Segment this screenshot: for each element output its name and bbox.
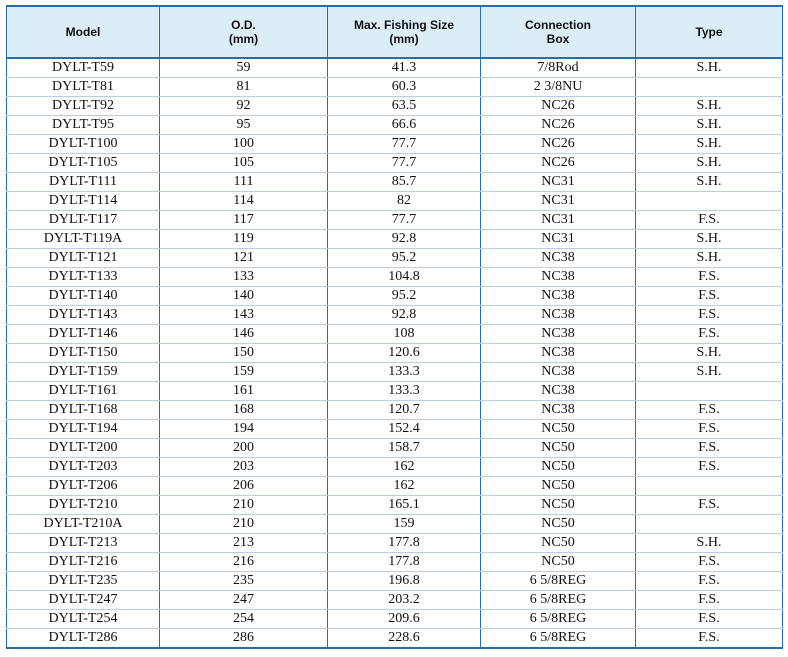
cell-connection-box: NC38 [481,344,636,363]
cell-max-fishing-size: 133.3 [328,382,481,401]
table-row [7,534,783,553]
cell-max-fishing-size: 120.7 [328,401,481,420]
cell-od: 119 [160,230,328,249]
cell-connection-box: NC31 [481,192,636,211]
cell-model: DYLT-T150 [7,344,160,363]
cell-type: S.H. [636,154,783,173]
table-row [7,135,783,154]
header-max-fishing-size [328,6,481,58]
cell-model: DYLT-T161 [7,382,160,401]
cell-type: S.H. [636,534,783,553]
cell-model: DYLT-T143 [7,306,160,325]
cell-od: 105 [160,154,328,173]
header-model-line1: Model [65,25,101,39]
cell-od: 95 [160,116,328,135]
table-row [7,477,783,496]
cell-od: 121 [160,249,328,268]
cell-type: F.S. [636,458,783,477]
cell-connection-box: NC26 [481,135,636,154]
cell-od: 168 [160,401,328,420]
cell-max-fishing-size: 77.7 [328,154,481,173]
cell-connection-box: 6 5/8REG [481,629,636,649]
cell-connection-box: NC50 [481,534,636,553]
cell-type: S.H. [636,135,783,154]
cell-max-fishing-size: 162 [328,458,481,477]
cell-connection-box: NC26 [481,154,636,173]
table-row [7,78,783,97]
header-od-line1: O.D. [231,18,256,32]
cell-max-fishing-size: 92.8 [328,230,481,249]
cell-max-fishing-size: 177.8 [328,553,481,572]
spec-table-container [6,5,782,649]
cell-type: F.S. [636,439,783,458]
cell-type [636,477,783,496]
cell-model: DYLT-T133 [7,268,160,287]
table-row [7,439,783,458]
header-od [160,6,328,58]
cell-max-fishing-size: 177.8 [328,534,481,553]
cell-max-fishing-size: 228.6 [328,629,481,649]
header-type-line1: Type [695,25,723,39]
table-row [7,116,783,135]
cell-model: DYLT-T111 [7,173,160,192]
cell-od: 143 [160,306,328,325]
table-row [7,553,783,572]
cell-connection-box: 6 5/8REG [481,591,636,610]
cell-type: S.H. [636,173,783,192]
cell-type: S.H. [636,116,783,135]
table-row [7,268,783,287]
cell-od: 161 [160,382,328,401]
cell-type: S.H. [636,97,783,116]
cell-od: 81 [160,78,328,97]
cell-max-fishing-size: 95.2 [328,287,481,306]
cell-connection-box: NC26 [481,97,636,116]
cell-od: 114 [160,192,328,211]
cell-max-fishing-size: 162 [328,477,481,496]
table-row [7,325,783,344]
cell-od: 140 [160,287,328,306]
cell-od: 235 [160,572,328,591]
cell-type: F.S. [636,591,783,610]
cell-max-fishing-size: 95.2 [328,249,481,268]
cell-connection-box: NC50 [481,477,636,496]
cell-type [636,382,783,401]
cell-connection-box: NC31 [481,211,636,230]
cell-connection-box: NC38 [481,287,636,306]
cell-connection-box: NC31 [481,173,636,192]
cell-max-fishing-size: 85.7 [328,173,481,192]
cell-model: DYLT-T206 [7,477,160,496]
cell-connection-box: NC38 [481,325,636,344]
cell-od: 100 [160,135,328,154]
table-header [7,6,783,58]
cell-model: DYLT-T216 [7,553,160,572]
header-max-fishing-size-line1: Max. Fishing Size [353,18,455,32]
cell-od: 146 [160,325,328,344]
table-row [7,420,783,439]
cell-type: F.S. [636,268,783,287]
cell-model: DYLT-T210A [7,515,160,534]
table-row [7,515,783,534]
cell-max-fishing-size: 104.8 [328,268,481,287]
header-row [7,6,783,58]
cell-model: DYLT-T247 [7,591,160,610]
header-connection-line2: Box [546,32,570,46]
cell-type: F.S. [636,401,783,420]
cell-max-fishing-size: 108 [328,325,481,344]
cell-connection-box: NC38 [481,268,636,287]
cell-max-fishing-size: 41.3 [328,58,481,78]
cell-type: F.S. [636,420,783,439]
cell-connection-box: NC50 [481,496,636,515]
cell-type: S.H. [636,344,783,363]
cell-model: DYLT-T119A [7,230,160,249]
cell-max-fishing-size: 60.3 [328,78,481,97]
cell-connection-box: 6 5/8REG [481,572,636,591]
cell-model: DYLT-T168 [7,401,160,420]
cell-connection-box: NC50 [481,420,636,439]
cell-connection-box: NC38 [481,249,636,268]
cell-model: DYLT-T100 [7,135,160,154]
cell-od: 247 [160,591,328,610]
cell-od: 203 [160,458,328,477]
cell-model: DYLT-T59 [7,58,160,78]
header-type [636,6,783,58]
table-row [7,58,783,78]
cell-connection-box: NC50 [481,439,636,458]
cell-max-fishing-size: 82 [328,192,481,211]
cell-max-fishing-size: 77.7 [328,135,481,154]
cell-max-fishing-size: 209.6 [328,610,481,629]
cell-model: DYLT-T210 [7,496,160,515]
cell-model: DYLT-T146 [7,325,160,344]
cell-type: S.H. [636,249,783,268]
cell-model: DYLT-T194 [7,420,160,439]
cell-type: S.H. [636,58,783,78]
table-row [7,401,783,420]
cell-od: 159 [160,363,328,382]
table-row [7,230,783,249]
cell-type: S.H. [636,363,783,382]
cell-model: DYLT-T95 [7,116,160,135]
table-row [7,591,783,610]
cell-max-fishing-size: 159 [328,515,481,534]
cell-model: DYLT-T286 [7,629,160,649]
table-row [7,97,783,116]
header-max-fishing-size-line2: (mm) [389,32,419,46]
cell-od: 213 [160,534,328,553]
cell-type: F.S. [636,553,783,572]
cell-od: 210 [160,515,328,534]
cell-connection-box: NC50 [481,515,636,534]
cell-od: 210 [160,496,328,515]
table-row [7,211,783,230]
cell-od: 194 [160,420,328,439]
cell-connection-box: NC26 [481,116,636,135]
cell-model: DYLT-T81 [7,78,160,97]
table-row [7,382,783,401]
table-row [7,344,783,363]
cell-model: DYLT-T114 [7,192,160,211]
cell-type: F.S. [636,610,783,629]
cell-model: DYLT-T105 [7,154,160,173]
cell-connection-box: NC38 [481,401,636,420]
header-connection-box [481,6,636,58]
table-row [7,363,783,382]
cell-model: DYLT-T140 [7,287,160,306]
cell-model: DYLT-T203 [7,458,160,477]
cell-od: 111 [160,173,328,192]
cell-model: DYLT-T200 [7,439,160,458]
cell-connection-box: NC31 [481,230,636,249]
cell-max-fishing-size: 120.6 [328,344,481,363]
table-row [7,154,783,173]
table-row [7,610,783,629]
table-row [7,249,783,268]
cell-type [636,78,783,97]
cell-od: 150 [160,344,328,363]
table-body [7,58,783,648]
table-row [7,496,783,515]
table-row [7,192,783,211]
cell-od: 59 [160,58,328,78]
cell-model: DYLT-T121 [7,249,160,268]
cell-type [636,515,783,534]
cell-max-fishing-size: 77.7 [328,211,481,230]
cell-model: DYLT-T235 [7,572,160,591]
cell-od: 133 [160,268,328,287]
header-connection-line1: Connection [525,18,591,32]
cell-max-fishing-size: 152.4 [328,420,481,439]
cell-type: S.H. [636,230,783,249]
cell-model: DYLT-T92 [7,97,160,116]
header-model [7,6,160,58]
cell-model: DYLT-T117 [7,211,160,230]
cell-od: 286 [160,629,328,649]
cell-connection-box: NC38 [481,306,636,325]
cell-max-fishing-size: 133.3 [328,363,481,382]
cell-model: DYLT-T159 [7,363,160,382]
cell-od: 200 [160,439,328,458]
table-row [7,287,783,306]
table-row [7,572,783,591]
cell-type [636,192,783,211]
cell-type: F.S. [636,496,783,515]
cell-type: F.S. [636,287,783,306]
cell-type: F.S. [636,211,783,230]
spec-table [6,5,783,649]
cell-max-fishing-size: 165.1 [328,496,481,515]
cell-type: F.S. [636,306,783,325]
cell-max-fishing-size: 158.7 [328,439,481,458]
cell-max-fishing-size: 92.8 [328,306,481,325]
table-row [7,173,783,192]
table-row [7,306,783,325]
cell-max-fishing-size: 63.5 [328,97,481,116]
cell-connection-box: 7/8Rod [481,58,636,78]
cell-connection-box: NC38 [481,382,636,401]
cell-od: 254 [160,610,328,629]
cell-connection-box: NC38 [481,363,636,382]
cell-max-fishing-size: 203.2 [328,591,481,610]
table-row [7,629,783,649]
header-od-line2: (mm) [228,32,259,46]
cell-max-fishing-size: 196.8 [328,572,481,591]
table-row [7,458,783,477]
cell-od: 117 [160,211,328,230]
cell-connection-box: 2 3/8NU [481,78,636,97]
cell-model: DYLT-T254 [7,610,160,629]
cell-connection-box: NC50 [481,553,636,572]
cell-type: F.S. [636,629,783,649]
cell-max-fishing-size: 66.6 [328,116,481,135]
cell-od: 216 [160,553,328,572]
cell-model: DYLT-T213 [7,534,160,553]
cell-connection-box: NC50 [481,458,636,477]
cell-connection-box: 6 5/8REG [481,610,636,629]
cell-type: F.S. [636,325,783,344]
cell-type: F.S. [636,572,783,591]
cell-od: 92 [160,97,328,116]
cell-od: 206 [160,477,328,496]
